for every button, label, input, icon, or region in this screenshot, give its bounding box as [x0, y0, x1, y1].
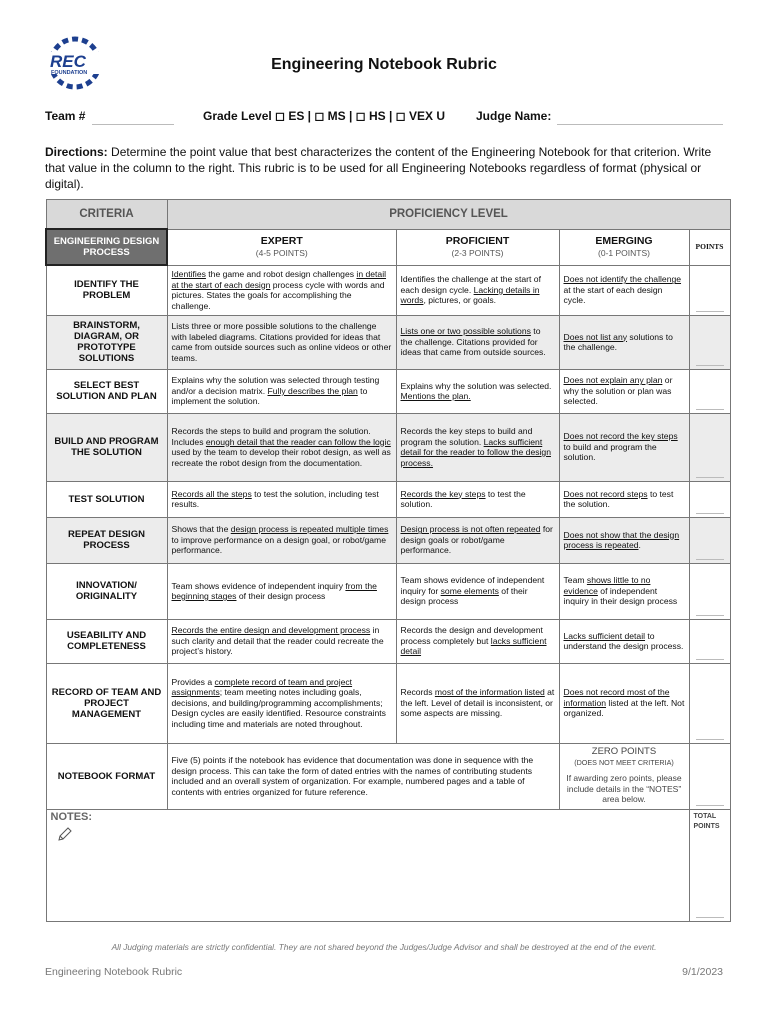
- judge-name-label: Judge Name:: [476, 109, 552, 123]
- descriptor-expert: Records all the steps to test the solution, including test results.: [167, 481, 396, 517]
- descriptor-proficient: Explains why the solution was selected. Mentions the plan.: [396, 369, 559, 413]
- criterion-notebook-format: NOTEBOOK FORMAT: [46, 743, 167, 809]
- total-points-label: TOTAL POINTS: [693, 812, 720, 830]
- header-fields: [45, 109, 725, 127]
- rubric-table: [45, 199, 731, 922]
- logo-text: REC: [50, 52, 86, 71]
- descriptor-emerging: Does not list any solutions to the challenge.: [559, 315, 689, 369]
- descriptor-proficient: Identifies the challenge at the start of each design cycle. Lacking details in words, pictures, or goals.: [396, 265, 559, 315]
- team-number-field[interactable]: [92, 110, 174, 125]
- rubric-row: [46, 517, 730, 563]
- descriptor-proficient: Design process is not often repeated for design goals or robot/game performance.: [396, 517, 559, 563]
- criterion-label: REPEAT DESIGN PROCESS: [46, 517, 167, 563]
- descriptor-proficient: Lists one or two possible solutions to the challenge. Citations provided for ideas that came from outside sources.: [396, 315, 559, 369]
- proficiency-header: PROFICIENCY LEVEL: [167, 200, 730, 230]
- grade-level-label: Grade Level ◻ ES | ◻ MS | ◻ HS | ◻ VEX U: [203, 109, 445, 123]
- descriptor-emerging: Does not explain any plan or why the solution or plan was selected.: [559, 369, 689, 413]
- zero-points-subtitle: (DOES NOT MEET CRITERIA): [574, 757, 674, 767]
- descriptor-emerging: Team shows little to no evidence of independent inquiry in their design process: [559, 563, 689, 619]
- judge-name-field[interactable]: [557, 110, 723, 125]
- notes-area[interactable]: [46, 809, 689, 921]
- points-input[interactable]: [689, 315, 730, 369]
- pencil-icon: [57, 826, 73, 842]
- descriptor-emerging: Does not record most of the information listed at the left. Not organized.: [559, 663, 689, 743]
- team-label: Team #: [45, 109, 86, 123]
- engineering-design-process-label: ENGINEERING DESIGN PROCESS: [46, 229, 167, 265]
- descriptor-expert: Lists three or more possible solutions to the challenge with labeled diagrams. Citations provided for ideas that came from outside sources such as online videos or other teams.: [167, 315, 396, 369]
- zero-points-title: ZERO POINTS: [591, 746, 657, 758]
- descriptor-expert: Identifies the game and robot design challenges in detail at the start of each design process cycle with words and pictures. States the goals for accomplishing the challenge.: [167, 265, 396, 315]
- descriptor-expert: Records the entire design and development process in such clarity and detail that the reader could recreate the project’s history.: [167, 619, 396, 663]
- descriptor-emerging: Does not show that the design process is repeated.: [559, 517, 689, 563]
- rubric-row: [46, 563, 730, 619]
- directions: [45, 144, 725, 192]
- rubric-row: [46, 481, 730, 517]
- descriptor-proficient: Records the key steps to test the solution.: [396, 481, 559, 517]
- criterion-label: BRAINSTORM, DIAGRAM, OR PROTOTYPE SOLUTIONS: [46, 315, 167, 369]
- descriptor-expert: Shows that the design process is repeated multiple times to improve performance on a design goal, or robot/game performance.: [167, 517, 396, 563]
- criterion-label: RECORD OF TEAM AND PROJECT MANAGEMENT: [46, 663, 167, 743]
- footer-doc-title: Engineering Notebook Rubric: [45, 966, 183, 978]
- directions-label: Directions:: [45, 145, 108, 159]
- page-title: Engineering Notebook Rubric: [271, 56, 497, 73]
- zero-points-cell: [559, 743, 689, 809]
- criterion-label: IDENTIFY THE PROBLEM: [46, 265, 167, 315]
- total-points-cell[interactable]: [689, 809, 730, 921]
- level-expert: EXPERT (4-5 POINTS): [167, 229, 396, 265]
- points-header: POINTS: [689, 229, 730, 265]
- rubric-row: [46, 369, 730, 413]
- points-input[interactable]: [689, 563, 730, 619]
- level-proficient: PROFICIENT (2-3 POINTS): [396, 229, 559, 265]
- descriptor-emerging: Does not record the key steps to build and program the solution.: [559, 413, 689, 481]
- points-input[interactable]: [689, 663, 730, 743]
- descriptor-proficient: Records most of the information listed at the left. Level of detail is inconsistent, or some aspects are missing.: [396, 663, 559, 743]
- points-input[interactable]: [689, 481, 730, 517]
- criterion-label: TEST SOLUTION: [46, 481, 167, 517]
- descriptor-proficient: Records the key steps to build and program the solution. Lacks sufficient detail for the reader to follow the design process.: [396, 413, 559, 481]
- zero-points-note: If awarding zero points, please include details in the “NOTES” area below.: [566, 773, 682, 805]
- points-input[interactable]: [689, 369, 730, 413]
- criterion-label: INNOVATION/ ORIGINALITY: [46, 563, 167, 619]
- points-input[interactable]: [689, 743, 730, 809]
- descriptor-expert: Provides a complete record of team and project assignments; team meeting notes including goals, decisions, and building/programming accomplishments; Design cycles are easily identified. Resource constraints including time and materials are noted throughout.: [167, 663, 396, 743]
- directions-text: Determine the point value that best characterizes the content of the Engineering Notebook for that criterion. Write that value in the column to the right. This rubric is to be used for all Engineering Notebooks regardless of format (physical or digital).: [45, 145, 712, 191]
- descriptor-expert: Team shows evidence of independent inquiry from the beginning stages of their design process: [167, 563, 396, 619]
- footer-date: 9/1/2023: [682, 966, 723, 978]
- descriptor-proficient: Team shows evidence of independent inquiry for some elements of their design process: [396, 563, 559, 619]
- descriptor-emerging: Lacks sufficient detail to understand the design process.: [559, 619, 689, 663]
- descriptor-expert: Records the steps to build and program the solution. Includes enough detail that the reader can follow the logic used by the team to develop their robot design, as well as recreate the robot design from the documentation.: [167, 413, 396, 481]
- level-emerging: EMERGING (0-1 POINTS): [559, 229, 689, 265]
- criteria-header: CRITERIA: [46, 200, 167, 230]
- descriptor-proficient: Records the design and development process completely but lacks sufficient detail: [396, 619, 559, 663]
- descriptor-expert: Explains why the solution was selected through testing and/or a decision matrix. Fully describes the plan to implement the solution.: [167, 369, 396, 413]
- criterion-label: USEABILITY AND COMPLETENESS: [46, 619, 167, 663]
- rubric-row: [46, 315, 730, 369]
- rubric-row: [46, 619, 730, 663]
- criterion-label: BUILD AND PROGRAM THE SOLUTION: [46, 413, 167, 481]
- points-input[interactable]: [689, 413, 730, 481]
- descriptor-emerging: Does not record steps to test the solution.: [559, 481, 689, 517]
- descriptor-emerging: Does not identify the challenge at the start of each design cycle.: [559, 265, 689, 315]
- rubric-row: [46, 265, 730, 315]
- points-input[interactable]: [689, 517, 730, 563]
- notes-label: NOTES:: [50, 810, 93, 823]
- notebook-format-description: Five (5) points if the notebook has evidence that documentation was done in sequence with the design process. This can take the form of dated entries with the names of contributing students included and an overall system of organization. For example, numbered pages and a table of contents with entries organized for future reference.: [167, 743, 559, 809]
- points-input[interactable]: [689, 619, 730, 663]
- points-input[interactable]: [689, 265, 730, 315]
- rubric-row: [46, 413, 730, 481]
- criterion-label: SELECT BEST SOLUTION AND PLAN: [46, 369, 167, 413]
- confidentiality-note: All Judging materials are strictly confidential. They are not shared beyond the Judges/Judge Advisor and shall be destroyed at the end of the event.: [111, 942, 657, 952]
- logo-subtext: FOUNDATION: [51, 70, 88, 76]
- rubric-row: [46, 663, 730, 743]
